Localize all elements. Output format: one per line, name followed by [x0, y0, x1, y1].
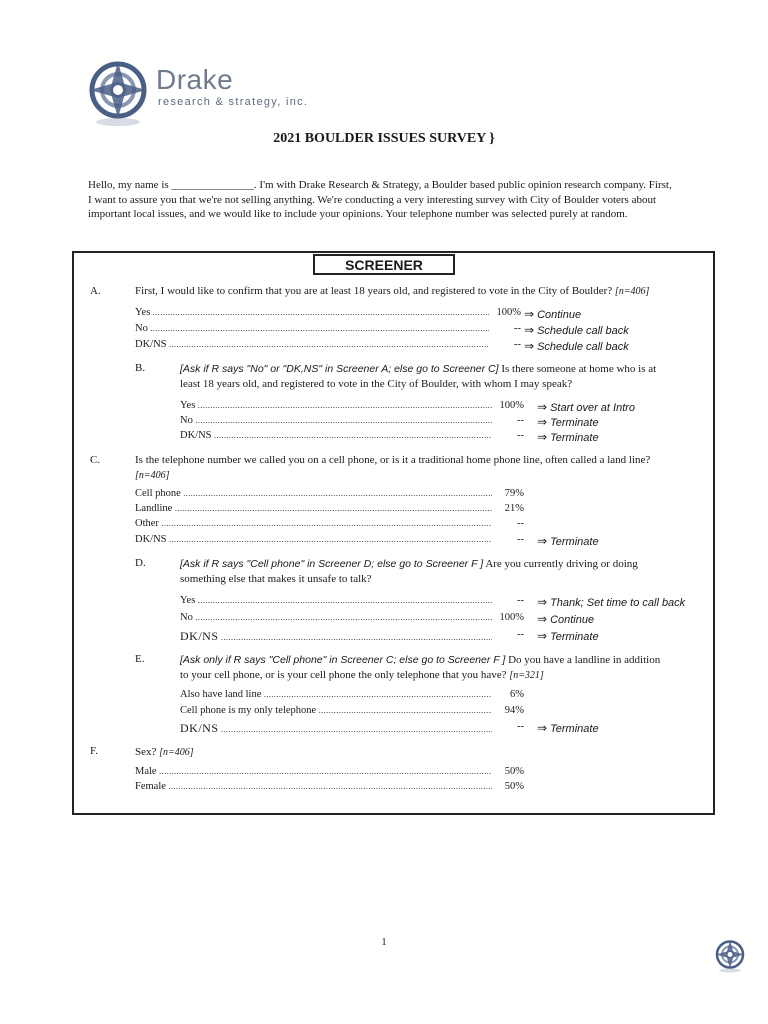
question-a-n: [n=406] — [614, 286, 650, 297]
option-percent: 21% — [492, 503, 524, 514]
option-percent: 50% — [492, 781, 524, 792]
question-e-instruction: [Ask only if R says "Cell phone" in Screener C; else go to Screener F ] — [180, 654, 506, 666]
question-c-text: Is the telephone number we called you on a cell phone, or is it a traditional home phone line, often called a land line? — [135, 454, 651, 466]
option-row — [180, 415, 700, 430]
option-label: Also have land line ..... — [180, 689, 498, 700]
intro-paragraph: Hello, my name is _______________. I'm with Drake Research & Strategy, a Boulder based public opinion research company. First, I want to assure you that we're not selling anything. We're conducting a very interesting survey with City of Boulder voters about important local issues, and we would like to include your opinions. Your telephone number was selected purely at random. — [88, 179, 672, 221]
option-percent: 6% — [492, 689, 524, 700]
option-row — [135, 766, 695, 781]
option-label: Yes ..... — [135, 307, 495, 318]
arrow-icon: ⇒ — [537, 595, 548, 609]
arrow-icon: ⇒ — [537, 629, 548, 643]
option-row — [180, 721, 700, 736]
option-percent: 94% — [492, 705, 524, 716]
option-row — [135, 503, 695, 518]
option-percent: -- — [489, 339, 521, 350]
option-action: ⇒ Thank; Set time to call back — [537, 595, 686, 609]
question-e-number: E. — [135, 653, 145, 665]
question-c — [135, 453, 660, 483]
option-action: ⇒ Terminate — [537, 430, 599, 444]
option-row — [135, 534, 695, 549]
arrow-icon: ⇒ — [537, 534, 548, 548]
option-label: Yes ..... — [180, 595, 498, 606]
option-label: No ..... — [180, 612, 498, 623]
option-percent: 100% — [492, 612, 524, 623]
option-action: ⇒ Terminate — [537, 415, 599, 429]
option-action: ⇒ Continue — [537, 612, 595, 626]
option-label: Yes ..... — [180, 400, 498, 411]
logo-tagline: research & strategy, inc. — [158, 96, 309, 108]
option-label: Female ..... — [135, 781, 498, 792]
option-label: Cell phone is my only telephone ..... — [180, 705, 498, 716]
option-row — [180, 430, 700, 445]
arrow-icon: ⇒ — [524, 339, 535, 353]
option-row — [180, 629, 705, 644]
question-b-instruction: [Ask if R says "No" or "DK,NS" in Screener A; else go to Screener C] — [180, 363, 499, 375]
option-label: No ..... — [135, 323, 495, 334]
option-percent: -- — [492, 534, 524, 545]
question-e-n: [n=321] — [509, 669, 544, 681]
option-row — [135, 323, 695, 338]
option-percent: -- — [492, 415, 524, 426]
option-row — [135, 518, 695, 533]
drake-logo — [88, 58, 348, 128]
footer-logo-icon — [715, 938, 745, 974]
option-action: ⇒ Terminate — [537, 534, 599, 548]
drake-logo-icon — [88, 58, 148, 128]
question-a — [135, 284, 695, 300]
question-c-n: [n=406] — [135, 469, 170, 481]
arrow-icon: ⇒ — [537, 430, 548, 444]
option-label: Male ..... — [135, 766, 498, 777]
option-action: ⇒ Schedule call back — [524, 339, 629, 353]
arrow-icon: ⇒ — [537, 400, 548, 414]
option-percent: 50% — [492, 766, 524, 777]
question-c-number: C. — [90, 454, 101, 466]
survey-title: 2021 BOULDER ISSUES SURVEY } — [273, 131, 495, 146]
screener-label: SCREENER — [313, 254, 455, 275]
question-d-text: Are you currently driving or doing something else that makes it unsafe to talk? — [180, 558, 638, 585]
logo-name: Drake — [156, 64, 234, 95]
option-row — [135, 781, 695, 796]
option-percent: 79% — [492, 488, 524, 499]
option-label: Cell phone ..... — [135, 488, 498, 499]
question-d-number: D. — [135, 557, 146, 569]
option-label: No ..... — [180, 415, 498, 426]
option-action: ⇒ Terminate — [537, 629, 599, 643]
option-action: ⇒ Terminate — [537, 721, 599, 735]
page-number: 1 — [381, 936, 387, 948]
option-row — [135, 488, 695, 503]
option-action: ⇒ Continue — [524, 307, 582, 321]
option-percent: -- — [492, 430, 524, 441]
option-percent: 100% — [492, 400, 524, 411]
question-e-text: Do you have a landline in addition to your cell phone, or is your cell phone the only telephone that you have? — [180, 654, 661, 681]
option-label: Other ..... — [135, 518, 498, 529]
option-percent: -- — [489, 323, 521, 334]
question-d — [180, 557, 665, 586]
arrow-icon: ⇒ — [524, 307, 535, 321]
arrow-icon: ⇒ — [524, 323, 535, 337]
option-percent: -- — [492, 629, 524, 640]
option-label: DK/NS ..... — [180, 430, 498, 441]
option-label: Landline ..... — [135, 503, 498, 514]
question-b-number: B. — [135, 362, 146, 374]
option-percent: -- — [492, 595, 524, 606]
question-d-instruction: [Ask if R says "Cell phone" in Screener D; else go to Screener F ] — [180, 558, 484, 570]
option-label: DK/NS ..... — [135, 339, 495, 350]
option-percent: -- — [492, 518, 524, 529]
question-f-text: Sex? — [135, 746, 157, 758]
arrow-icon: ⇒ — [537, 415, 548, 429]
option-label: DK/NS ..... — [135, 534, 498, 545]
arrow-icon: ⇒ — [537, 721, 548, 735]
option-row — [180, 689, 700, 704]
option-row — [180, 612, 705, 627]
option-action: ⇒ Start over at Intro — [537, 400, 636, 414]
option-percent: 100% — [489, 307, 521, 318]
question-f — [135, 745, 635, 761]
arrow-icon: ⇒ — [537, 612, 548, 626]
option-percent: -- — [492, 721, 524, 732]
question-b-text: Is there someone at home who is at least 18 years old, and registered to vote in the City of Boulder, with whom I may speak? — [180, 363, 657, 390]
option-row — [135, 307, 695, 322]
question-a-number: A. — [90, 285, 101, 297]
option-action: ⇒ Schedule call back — [524, 323, 629, 337]
question-e — [180, 653, 670, 683]
option-label: DK/NS ..... — [180, 721, 498, 736]
option-row — [135, 339, 695, 354]
question-a-text: First, I would like to confirm that you are at least 18 years old, and registered to vote in the City of Boulder? — [135, 285, 613, 297]
question-f-number: F. — [90, 745, 98, 757]
option-row — [180, 705, 700, 720]
question-b — [180, 362, 665, 391]
option-label: DK/NS ..... — [180, 629, 498, 644]
option-row — [180, 595, 705, 610]
question-f-n: [n=406] — [159, 747, 194, 758]
option-row — [180, 400, 700, 415]
